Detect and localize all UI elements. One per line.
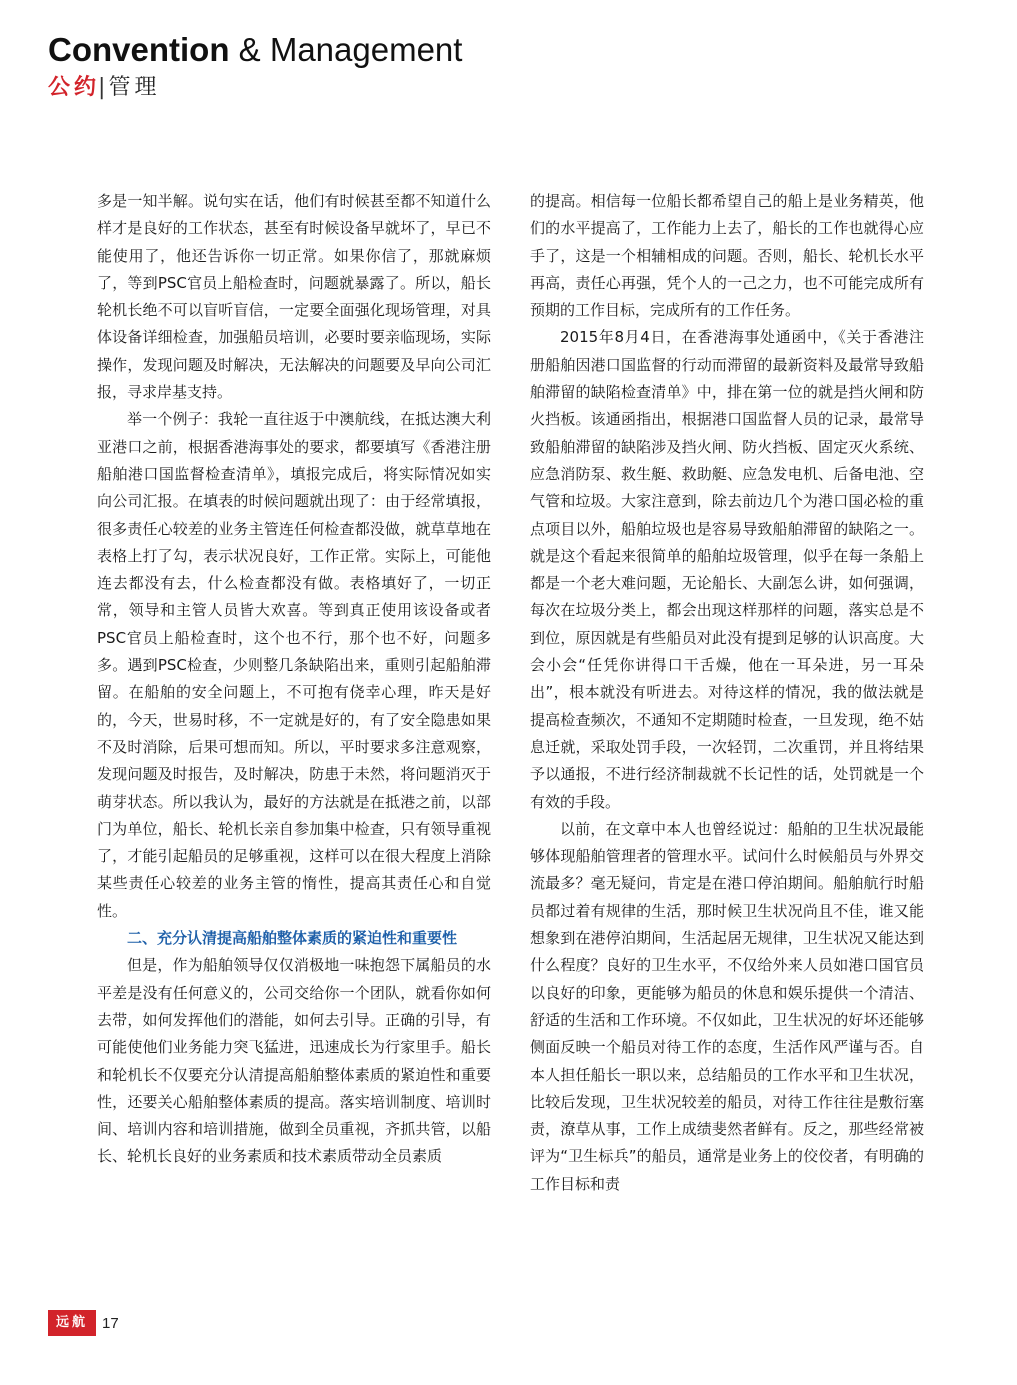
right-paragraph-1: 的提高。相信每一位船长都希望自己的船上是业务精英，他们的水平提高了，工作能力上去了，船长的工作也就得心应手了，这是一个相辅相成的问题。否则，船长、轮机长水平再高，责任心再强，凭个人的一己之力，也不可能完成所有预期的工作目标，完成所有的工作任务。 bbox=[530, 192, 924, 320]
section-heading: 二、充分认清提高船舶整体素质的紧迫性和重要性 bbox=[127, 929, 458, 948]
left-paragraph-3: 但是，作为船舶领导仅仅消极地一味抱怨下属船员的水平差是没有任何意义的，公司交给你一个团队，就看你如何去带，如何发挥他们的潜能，如何去引导。正确的引导，有可能使他们业务能力突飞猛进，迅速成长为行家里手。船长和轮机长不仅要充分认清提高船舶整体素质的紧迫性和重要性，还要关心船舶整体素质的提高。落实培训制度、培训时间、培训内容和培训措施，做到全员重视，齐抓共管，以船长、轮机长良好的业务素质和技术素质带动全员素质 bbox=[97, 956, 491, 1166]
section-title-chinese bbox=[48, 74, 462, 102]
page-footer bbox=[48, 1310, 119, 1336]
section-title-separator: | bbox=[98, 75, 106, 100]
right-column bbox=[530, 188, 924, 1198]
magazine-badge: 远航 bbox=[48, 1310, 96, 1336]
right-paragraph-3: 以前，在文章中本人也曾经说过：船舶的卫生状况最能够体现船舶管理者的管理水平。试问什么时候船员与外界交流最多？毫无疑问，肯定是在港口停泊期间。船舶航行时船员都过着有规律的生活，那时候卫生状况尚且不佳，谁又能想象到在港停泊期间，生活起居无规律，卫生状况又能达到什么程度？良好的卫生水平，不仅给外来人员如港口国官员以良好的印象，更能够为船员的休息和娱乐提供一个清洁、舒适的生活和工作环境。不仅如此，卫生状况的好坏还能够侧面反映一个船员对待工作的态度，生活作风严谨与否。自本人担任船长一职以来，总结船员的工作水平和卫生状况，比较后发现，卫生状况较差的船员，对待工作往往是敷衍塞责，潦草从事，工作上成绩斐然者鲜有。反之，那些经常被评为“卫生标兵”的船员，通常是业务上的佼佼者，有明确的工作目标和责 bbox=[530, 819, 924, 1193]
left-paragraph-1: 多是一知半解。说句实在话，他们有时候甚至都不知道什么样才是良好的工作状态，甚至有时候设备早就坏了，早已不能使用了，他还告诉你一切正常。如果你信了，那就麻烦了，等到PSC官员上船检查时，问题就暴露了。所以，船长轮机长绝不可以盲听盲信，一定要全面强化现场管理，对具体设备详细检查，加强船员培训，必要时要亲临现场，实际操作，发现问题及时解决，无法解决的问题要及早向公司汇报，寻求岸基支持。 bbox=[97, 192, 491, 402]
right-paragraph-2: 2015年8月4日，在香港海事处通函中，《关于香港注册船舶因港口国监督的行动而滞留的最新资料及最常导致船舶滞留的缺陷检查清单》中，排在第一位的就是挡火闸和防火挡板。该通函指出，根据港口国监督人员的记录，最常导致船舶滞留的缺陷涉及挡火闸、防火挡板、固定灭火系统、应急消防泵、救生艇、救助艇、应急发电机、后备电池、空气管和垃圾。大家注意到，除去前边几个为港口国必检的重点项目以外，船舶垃圾也是容易导致船舶滞留的缺陷之一。就是这个看起来很简单的船舶垃圾管理，似乎在每一条船上都是一个老大难问题，无论船长、大副怎么讲，如何强调，每次在垃圾分类上，都会出现这样那样的问题，落实总是不到位，原因就是有些船员对此没有提到足够的认识高度。大会小会“任凭你讲得口干舌燥，他在一耳朵进，另一耳朵出”，根本就没有听进去。对待这样的情况，我的做法就是提高检查频次，不通知不定期随时检查，一旦发现，绝不姑息迁就，采取处罚手段，一次轻罚，二次重罚，并且将结果予以通报，不进行经济制裁就不长记性的话，处罚就是一个有效的手段。 bbox=[530, 328, 924, 811]
page-header bbox=[48, 30, 462, 102]
section-title-cn-rest: 管理 bbox=[108, 75, 161, 100]
page-number: 17 bbox=[102, 1314, 119, 1332]
section-title-english bbox=[48, 30, 462, 70]
section-title-cn-highlight: 公约 bbox=[48, 75, 101, 100]
section-title-rest: & Management bbox=[229, 31, 463, 68]
left-paragraph-2: 举一个例子：我轮一直往返于中澳航线，在抵达澳大利亚港口之前，根据香港海事处的要求，都要填写《香港注册船舶港口国监督检查清单》，填报完成后，将实际情况如实向公司汇报。在填表的时候问题就出现了：由于经常填报，很多责任心较差的业务主管连任何检查都没做，就草草地在表格上打了勾，表示状况良好，工作正常。实际上，可能他连去都没有去，什么检查都没有做。表格填好了，一切正常，领导和主管人员皆大欢喜。等到真正使用该设备或者PSC官员上船检查时，这个也不行，那个也不好，问题多多。遇到PSC检查，少则整几条缺陷出来，重则引起船舶滞留。在船舶的安全问题上，不可抱有侥幸心理，昨天是好的，今天，世易时移，不一定就是好的，有了安全隐患如果不及时消除，后果可想而知。所以，平时要求多注意观察，发现问题及时报告，及时解决，防患于未然，将问题消灭于萌芽状态。所以我认为，最好的方法就是在抵港之前，以部门为单位，船长、轮机长亲自参加集中检查，只有领导重视了，才能引起船员的足够重视，这样可以在很大程度上消除某些责任心较差的业务主管的惰性，提高其责任心和自觉性。 bbox=[97, 410, 491, 920]
section-title-bold: Convention bbox=[48, 31, 230, 68]
left-column bbox=[97, 188, 491, 1171]
